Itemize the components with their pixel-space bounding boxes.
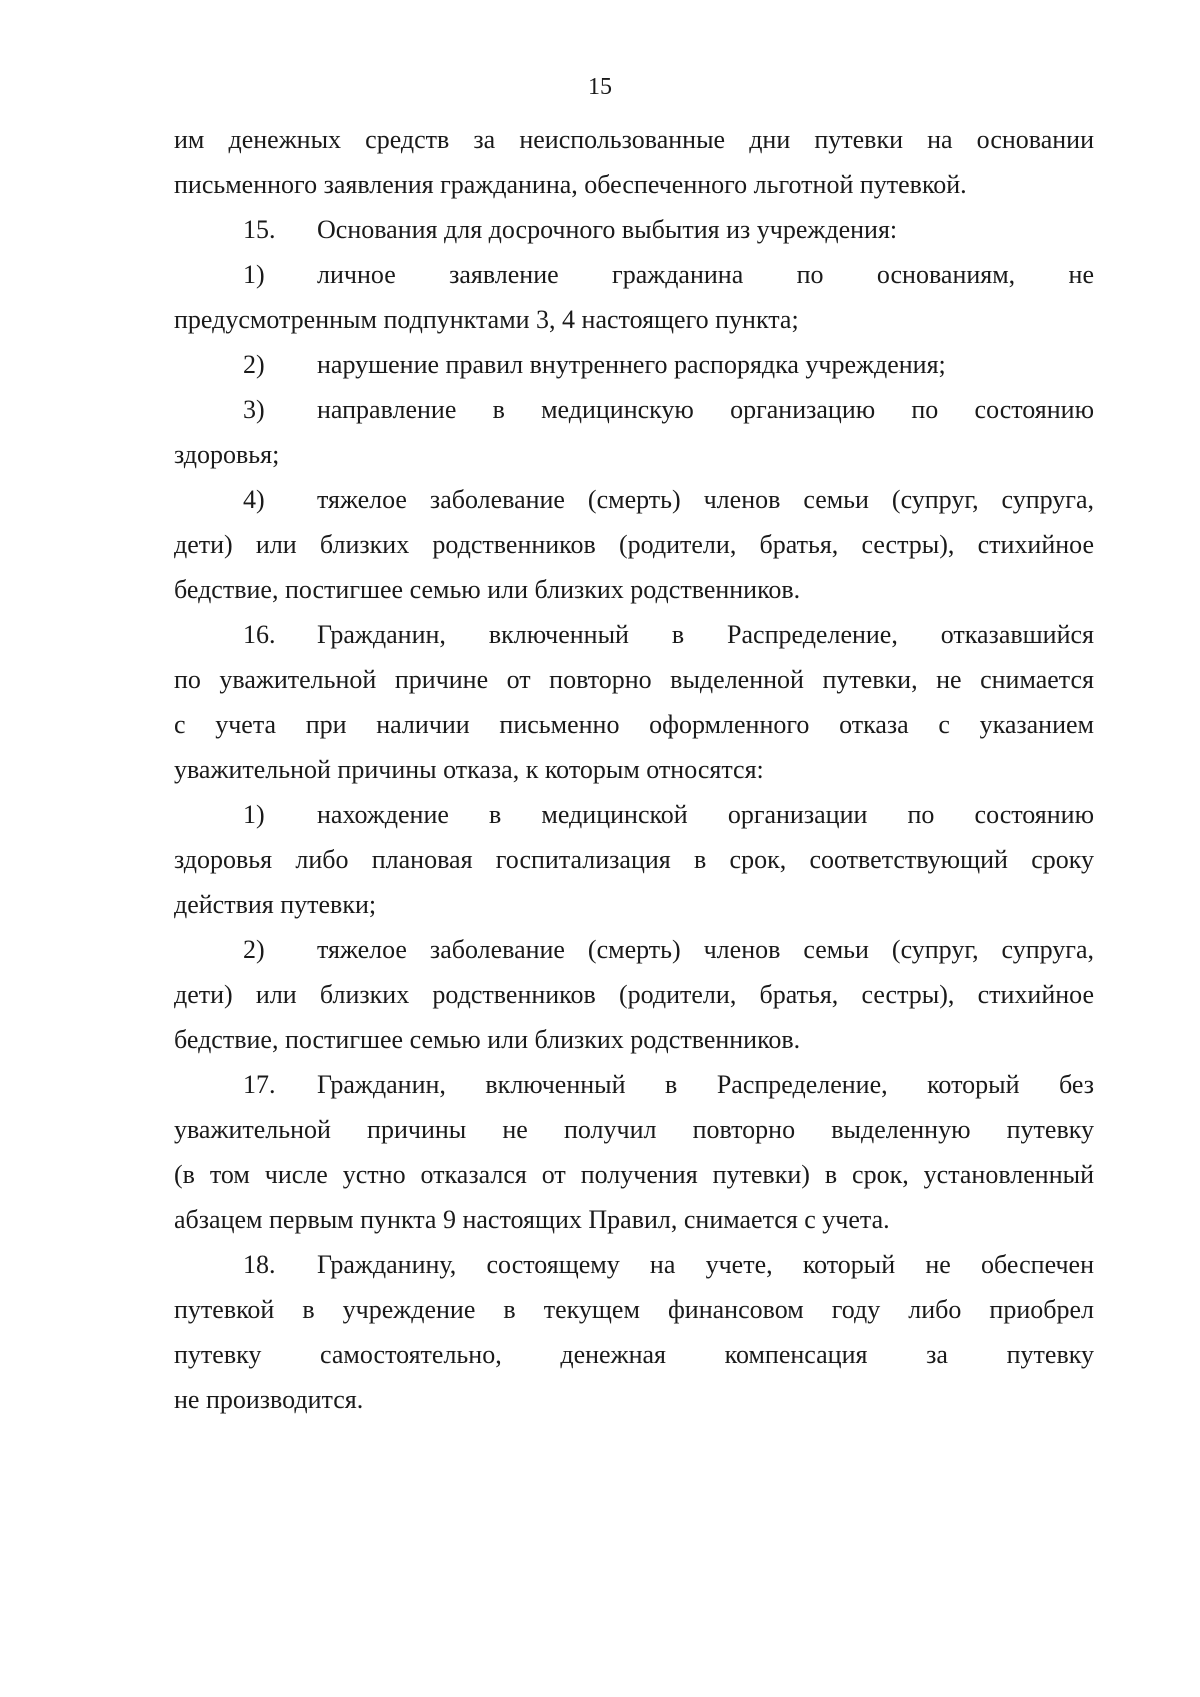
text-line: тяжелое заболевание (смерть) членов семьи (супруг, супруга, xyxy=(317,485,1094,514)
text-line: (в том числе устно отказался от получения путевки) в срок, установленный xyxy=(174,1160,1094,1189)
text-line: абзацем первым пункта 9 настоящих Правил, снимается с учета. xyxy=(174,1205,890,1234)
text-line: с учета при наличии письменно оформленного отказа с указанием xyxy=(174,710,1094,739)
item-number: 3) xyxy=(243,395,265,424)
text-line: нахождение в медицинской организации по состоянию xyxy=(317,800,1094,829)
text-line: предусмотренным подпунктами 3, 4 настоящего пункта; xyxy=(174,305,799,334)
page-number: 15 xyxy=(588,74,612,100)
item-number: 4) xyxy=(243,485,265,514)
item-number: 2) xyxy=(243,935,265,964)
item-number: 17. xyxy=(243,1070,276,1099)
text-line: бедствие, постигшее семью или близких родственников. xyxy=(174,575,801,604)
item-number: 2) xyxy=(243,350,265,379)
item-number: 1) xyxy=(243,800,265,829)
text-line: Гражданину, состоящему на учете, который не обеспечен xyxy=(317,1250,1094,1279)
text-line: направление в медицинскую организацию по состоянию xyxy=(317,395,1094,424)
text-line: уважительной причины не получил повторно выделенную путевку xyxy=(174,1115,1094,1144)
text-line: не производится. xyxy=(174,1385,364,1414)
text-line: действия путевки; xyxy=(174,890,377,919)
text-line: путевкой в учреждение в текущем финансовом году либо приобрел xyxy=(174,1295,1094,1324)
text-line: Гражданин, включенный в Распределение, который без xyxy=(317,1070,1094,1099)
text-line: нарушение правил внутреннего распорядка учреждения; xyxy=(317,350,946,379)
text-line: бедствие, постигшее семью или близких родственников. xyxy=(174,1025,801,1054)
text-line: письменного заявления гражданина, обеспеченного льготной путевкой. xyxy=(174,170,967,199)
text-line: дети) или близких родственников (родители, братья, сестры), стихийное xyxy=(174,530,1094,559)
text-line: здоровья либо плановая госпитализация в срок, соответствующий сроку xyxy=(174,845,1094,874)
text-line: уважительной причины отказа, к которым относятся: xyxy=(174,755,764,784)
text-line: тяжелое заболевание (смерть) членов семьи (супруг, супруга, xyxy=(317,935,1094,964)
item-number: 16. xyxy=(243,620,276,649)
item-number: 1) xyxy=(243,260,265,289)
text-line: Основания для досрочного выбытия из учреждения: xyxy=(317,215,898,244)
text-line: дети) или близких родственников (родители, братья, сестры), стихийное xyxy=(174,980,1094,1009)
text-line: здоровья; xyxy=(174,440,280,469)
text-line: путевку самостоятельно, денежная компенсация за путевку xyxy=(174,1340,1094,1369)
text-line: личное заявление гражданина по основаниям, не xyxy=(317,260,1094,289)
text-line: им денежных средств за неиспользованные дни путевки на основании xyxy=(174,125,1094,154)
item-number: 18. xyxy=(243,1250,276,1279)
text-line: по уважительной причине от повторно выделенной путевки, не снимается xyxy=(174,665,1094,694)
item-number: 15. xyxy=(243,215,276,244)
text-line: Гражданин, включенный в Распределение, отказавшийся xyxy=(317,620,1094,649)
